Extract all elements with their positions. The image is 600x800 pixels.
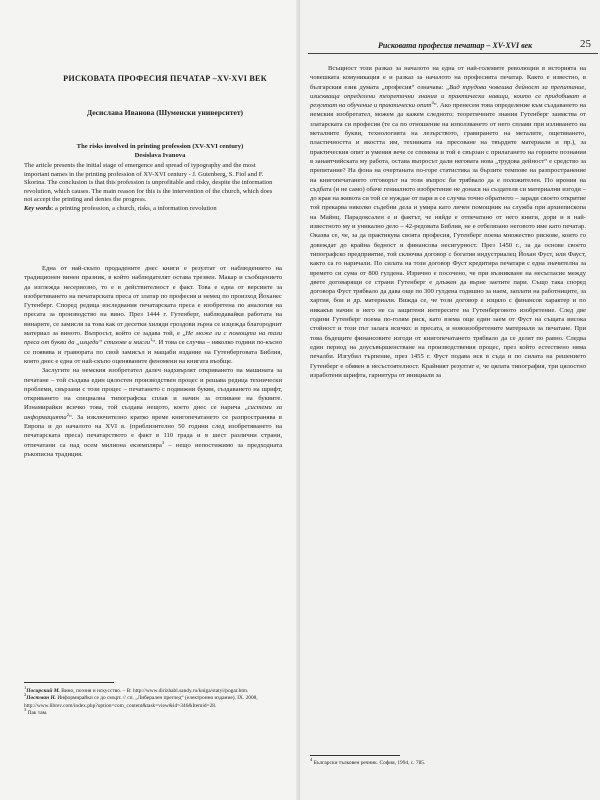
footnote: $^2$Постман Н. Информирайки се до смърт. // сп. „Либерален преглед“ (електронно издание), IX. 2008, http://www.librev.com/index.php?option=com_content&task=view&id=346&Itemid=28. xyxy=(24,692,258,709)
left-footnotes xyxy=(24,685,282,718)
quote: Не може ли с помощта на тази преса от букви да „изцеди“ стихове и мисли xyxy=(24,330,282,347)
paragraph: Заслугите на немския изобретател далеч надхвърлят откриването на машината за печатане – той създава един цялостен производствен процес и решава редица технически проблеми, свързани с този процес – печатането с подвижни букви, създаването на шрифт, откриването на специална типографска сплав и начин за отливане на буквите. Изнамирайки всичко това, той създава нещото, което днес се нарича „системи за информацията$^2$“. За изключително кратко време книгопечатането се разпространява в Европа и до началото на XVI в. (приблизително 50 години след изобретяването на печатарската преса) печатарството е факт в 110 града и в шест различни страни, отпечатани са над осем милиона екземпляра$^3$ – нещо непостижимо за предходната ръкописна традиция. xyxy=(24,367,282,458)
footnote-rule xyxy=(24,682,114,683)
running-head: Рисковата професия печатар – XV-XVI век xyxy=(378,41,533,50)
left-body-text xyxy=(24,264,282,459)
article-author: Десислава Иванова (Шуменски университет) xyxy=(86,108,244,117)
keywords-text: : a printing profession, a church, risks, a information revolution xyxy=(51,204,217,212)
footnote-ref: 4 xyxy=(431,100,434,105)
english-title-block xyxy=(40,143,280,160)
quote: системи за информацията xyxy=(24,404,282,421)
abstract-text: The article presents the initial stage of emergence and spread of typography and the most important names in the printing profession of XV-XVI century - J. Gutenberg, S. Fiol and F. Skorina. The conclusion is that this profession is unprofitable and risky, despite the information revolution, which causes. The main reason for this is the intervention of the church, which does not accept the printing and denies the progress. xyxy=(24,162,273,204)
english-author: Desislava Ivanova xyxy=(134,151,186,159)
footnote-ref: 1 xyxy=(150,337,153,343)
paragraph: Една от най-скъпо продадените днес книги е резултат от наблюдението на традиционен винен празник, в който наблюдателят остава трезвен. Макар и съобщението да изглежда несериозно, то е в действителност е факт. Това е една от версиите за изобретяването на печатарската преса от златар по професия и немец по произход Йоханес Гутенберг. Според редица изследвания печатарската преса е изобретена по аналогия на пресата за производство на вино. През 1444 г. Гутенберг, наблюдавайки работата на винарите, се замисля за това как от десетки хиляди гроздови зърна се изцежда благороднит материал за виното. Въпросът, който се задава той, е „Не може ли с помощта на тази преса от букви да „изцеди“ стихове и мисли$^1$“. И това се случва – няколко години по-късно се появява и гравюрата по свой замисъл и мащаби издание на Гутенберговата Библия, която днес е една от най-скъпо оценяваните феномени на книгата въобще. xyxy=(24,265,282,365)
footnote: $^3$ Пак там. xyxy=(24,707,48,717)
right-page xyxy=(300,0,600,800)
keywords-label: Key words xyxy=(24,204,52,212)
footnote-rule xyxy=(310,755,400,756)
page-number: 25 xyxy=(580,38,591,50)
article-title: РИСКОВАТА ПРОФЕСИЯ ПЕЧАТАР –XV-XVI ВЕК xyxy=(63,74,267,83)
right-footnotes xyxy=(310,757,586,767)
right-body-text xyxy=(310,64,586,380)
footnote-ref: 3 xyxy=(161,439,165,445)
header-rule xyxy=(308,53,598,54)
footnote: $^4$ Български тълковен речник. София, 1994, с. 785. xyxy=(310,757,426,766)
keywords-line xyxy=(24,205,282,214)
footnote-ref: 2 xyxy=(66,411,69,417)
footnote: $^1$Посирский М. Вино, поэзия и искусство. – В: http://www.dirizhabl.sandy.ru/kniga/statyi/pogar.htm. xyxy=(24,685,249,694)
english-title: The risks involved in printing profession (XV-XVI century) xyxy=(76,143,244,150)
quote: Вид трудова човешка дейност за препитание, изискваща определени теоретични знания и практически навици, които се придобиват в резултат на обучение и практически опит xyxy=(310,83,586,110)
abstract xyxy=(24,162,282,214)
paragraph: Всъщност този разказ за началото на една от най-големите революции в историята на човешката комуникация е и разказ за началото на професията печатар. Както е известно, в българския език думата „професия“ означава: „Вид трудова човешка дейност за препитание, изискваща определени теоретични знания и практически навици, които се придобиват в резултат на обучение и практически опит$^4$“. Ако пренесем това определение към създаването на немския изобретател, можем да кажем следното: теоретичните знания Гутенберг заимства от златарската си професия (те са по отношение на използването от него сплави при изливането на металните букви, технологията на лезърството, гравирането на металите, ощетяването, пластичността и якостта им, техниката на пресоване на твърдите материали и пр.), за практическия опит и умения вече се спомена и той е свързан с прилагането на горните познания в занаятчийската му работа, остава въпросът дали неговата нова „трудова дейност“ е средство за препитание? На фона на очертаната по-горе статистика за бързите темпове на разпространение на книгопечатането отговорът на този въпрос би трябвало да е положителен. По ирония на съдбата (и не само) обаче гениалното изобретение не донася на създателя си материални изгоди – до края на живота си той се нуждае от пари и се случва точно обратното – заради своето откритие той прекарва няколко съдебни дела и умира като личен помощник на служба при архиепископа на Майнц. Парадоксален е и фактът, че няйде е отпечатано от него книги, дори и в най-известното му и уникално дело – 42-редовата Библия, не е отбелязано неговото име като печатар. Оказва се, че, за да практикува своята професия, Гутенберг поема множество рискове, които го довеждат до крайна бедност и финансова несигурност. През 1450 г., за да основе своето типографско предприятие, той сключва договор с богатия индустриалец Йохан Фуст, или Фауст, както са го наричали. По силата на този договор Фуст кредитира печатаря с една значителна за времето си сума от 800 гулдена. Изрично е посочено, че при възникване на несъгласие между двете договарящи се страни Гутенберг е длъжен да върне заетите пари. Също така според договора Фуст трябвало да дава още по 300 гулдена годишно за наем, заплати на работниците, за хартия, бои и др. материали. Вижда се, че този договор е изцяло с финансов характер и по никакъв начин в него не са защитени интересите на Гутенберговото изобретение. След две години Гутенберг поема по-голям риск, като взема още един заем от Фуст на същата висока стойност и този път залага всичко: и пресата, и новоизобретените материали за печатане. При това бъдещите финансовите изгоди от книгопечатането трябвало да се делят по равно. Следва един период на доусъвършенстване на производствения процес, през който естествено няма печалби. Изгубил търпение, през 1455 г. Фуст подава иск в съда и по силата на решението Гутенберг е обявен в несъстоятелност. Крайният резултат е, че цялата типография, три цялостно изработени шрифта, гарнитура от инициали за xyxy=(310,65,587,379)
